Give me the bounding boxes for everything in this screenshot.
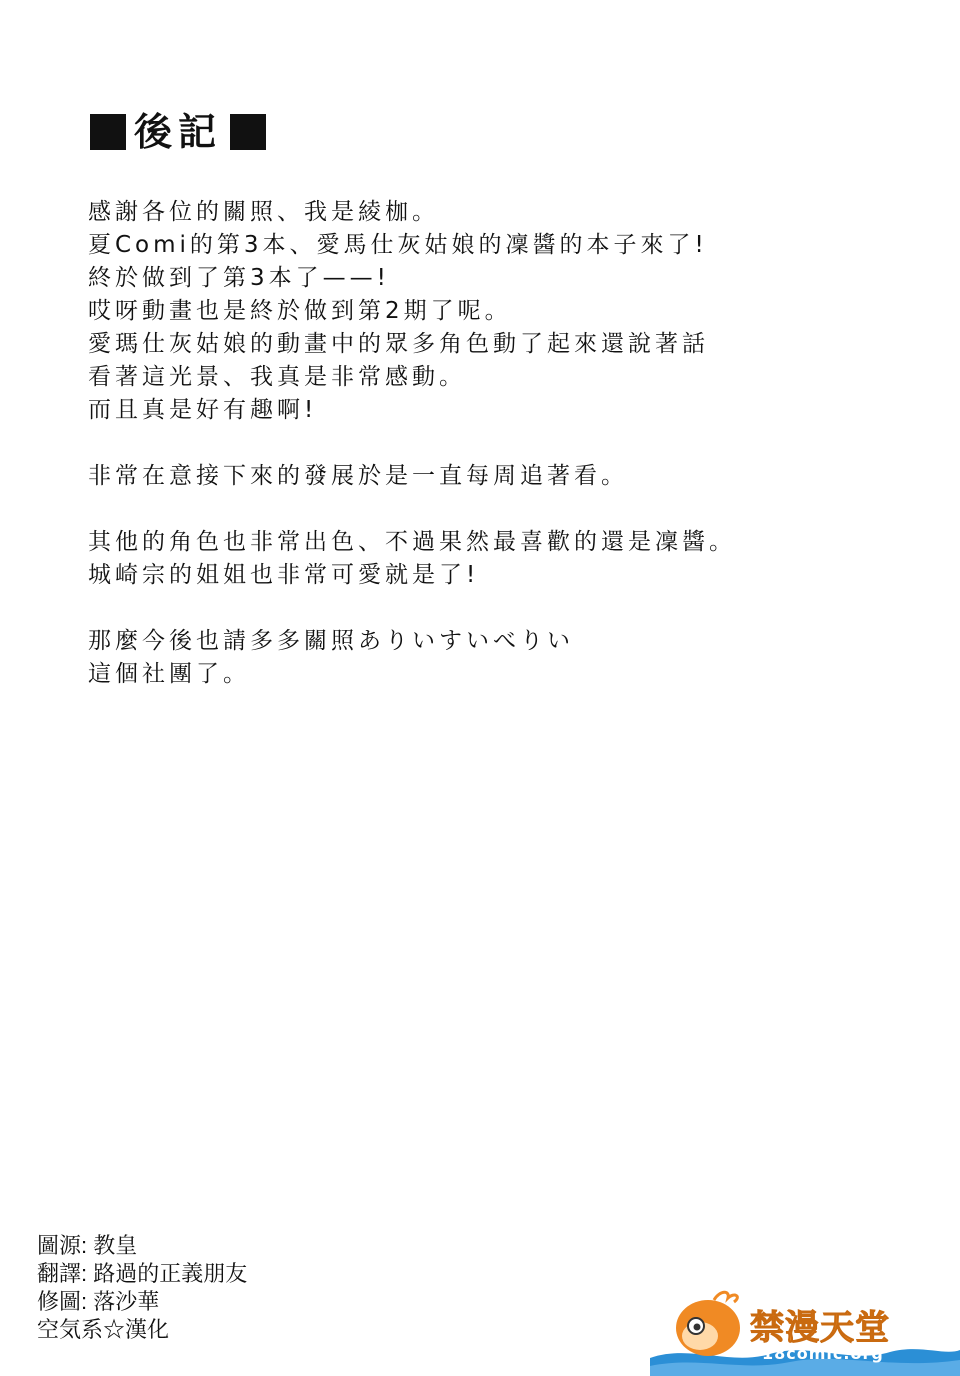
credit-source: 圖源: 教皇 [37,1233,138,1258]
credit-group: 空気系☆漢化 [37,1317,170,1342]
watermark-title: 禁漫天堂 [750,1308,890,1348]
text-line: 其他的角色也非常出色、不過果然最喜歡的還是凜醬。 [88,529,736,555]
text-line: 非常在意接下來的發展於是一直每周追著看。 [88,463,628,489]
text-line: 哎呀動畫也是終於做到第2期了呢。 [88,298,512,324]
paragraph-1 [88,196,808,427]
paragraph-gap [88,427,808,460]
credit-translation: 翻譯: 路過的正義朋友 [37,1261,248,1286]
text-line: 這個社團了。 [88,661,250,687]
afterword-title: 後記 [134,110,223,154]
text-line: 城崎宗的姐姐也非常可愛就是了! [88,562,480,588]
text-line: 感謝各位的關照、我是綾枷。 [88,199,439,225]
afterword-heading [90,108,266,156]
text-line: 終於做到了第3本了——! [88,265,390,291]
paragraph-3 [88,526,808,592]
credits-block [37,1232,247,1344]
whale-mascot-icon [676,1292,740,1356]
site-watermark [650,1286,960,1376]
text-line: 愛瑪仕灰姑娘的動畫中的眾多角色動了起來還說著話 [88,331,709,357]
credit-editing: 修圖: 落沙華 [37,1289,160,1314]
paragraph-gap [88,592,808,625]
afterword-body [88,196,808,691]
heading-square-right [230,114,266,150]
watermark-url: 18comic.org [762,1344,884,1363]
paragraph-gap [88,493,808,526]
heading-square-left [90,114,126,150]
paragraph-4 [88,625,808,691]
text-line: 看著這光景、我真是非常感動。 [88,364,466,390]
text-line: 夏Comi的第3本、愛馬仕灰姑娘的凜醬的本子來了! [88,232,708,258]
text-line: 而且真是好有趣啊! [88,397,318,423]
paragraph-2 [88,460,808,493]
text-line: 那麼今後也請多多關照ありいすいべりい [88,628,574,654]
